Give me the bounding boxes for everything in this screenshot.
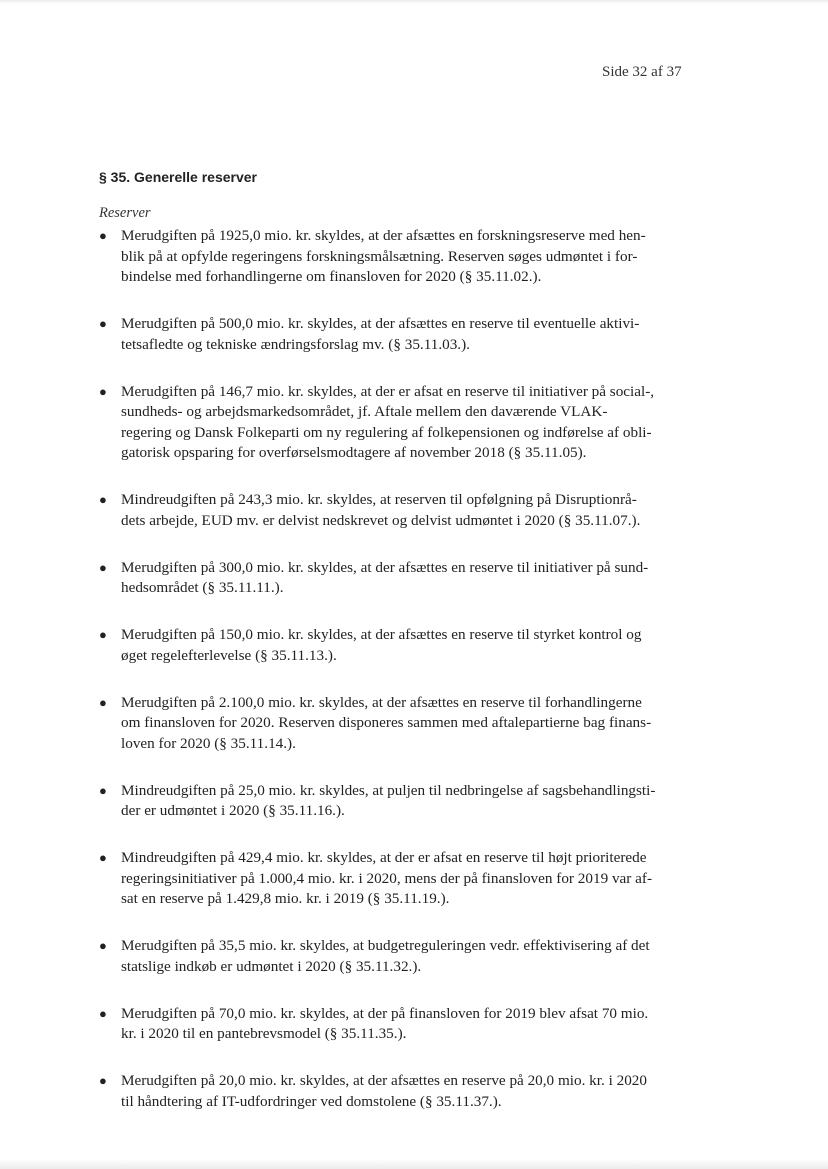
bullet-text: Mindreudgiften på 25,0 mio. kr. skyldes, at puljen til nedbringelse af sagsbehandlingsti- der er udmøntet i 2020 (§ 35.11.16.). (121, 781, 656, 819)
bullet-item (97, 490, 687, 531)
bullet-icon: ● (99, 559, 107, 575)
section-heading: § 35. Generelle reserver (99, 169, 258, 185)
bullet-text: Merudgiften på 20,0 mio. kr. skyldes, at der afsættes en reserve på 20,0 mio. kr. i 2020 til håndtering af IT-udfordringer ved domstolene (§ 35.11.37.). (121, 1072, 647, 1110)
bullet-icon: ● (99, 1073, 107, 1088)
bullet-text: Mindreudgiften på 429,4 mio. kr. skyldes, at der er afsat en reserve til højt prioriterede regeringsinitiativer på 1.000,4 mio. kr. i 2020, mens der på finansloven for 2019 var af- sat en reserve på 1.429,8 mio. kr. i 2019 (§ 35.11.19.). (121, 849, 653, 907)
bullet-icon: ● (99, 694, 107, 710)
bullet-icon: ● (99, 938, 107, 953)
bullet-item (97, 781, 687, 822)
bullet-text: Merudgiften på 70,0 mio. kr. skyldes, at der på finansloven for 2019 blev afsat 70 mio. kr. i 2020 til en pantebrevsmodel (§ 35.11.35.). (121, 1004, 649, 1042)
bullet-icon: ● (99, 627, 107, 642)
bullet-text: Mindreudgiften på 243,3 mio. kr. skyldes, at reserven til opfølgning på Disruptionrå- dets arbejde, EUD mv. er delvist nedskrevet og delvist udmøntet i 2020 (§ 35.11.07.). (121, 491, 641, 529)
bullet-text: Merudgiften på 35,5 mio. kr. skyldes, at budgetreguleringen vedr. effektivisering af det statslige indkøb er udmøntet i 2020 (§ 35.11.32.). (121, 937, 650, 975)
bullet-icon: ● (99, 492, 107, 507)
bullet-item (97, 382, 687, 464)
bullet-text: Merudgiften på 300,0 mio. kr. skyldes, at der afsættes en reserve til initiativer på sund- hedsområdet (§ 35.11.11.). (121, 558, 649, 596)
bullet-item (97, 625, 687, 666)
bullet-icon: ● (99, 782, 107, 798)
bullet-icon: ● (99, 316, 107, 331)
bullet-item (97, 314, 687, 355)
subheading: Reserver (99, 205, 151, 221)
bullet-list (97, 226, 687, 1139)
bullet-text: Merudgiften på 146,7 mio. kr. skyldes, at der er afsat en reserve til initiativer på social-, sundheds- og arbejdsmarkedsområdet, jf. Aftale mellem den daværende VLAK- regering og Dansk Folkeparti om ny regulering af folkepensionen og indførelse af obli- gatorisk opsparing for overførselsmodtagere af november 2018 (§ 35.11.05). (121, 382, 655, 461)
bullet-text: Merudgiften på 2.100,0 mio. kr. skyldes, at der afsættes en reserve til forhandlingerne om finansloven for 2020. Reserven disponeres sammen med aftalepartierne bag finans- loven for 2020 (§ 35.11.14.). (121, 693, 652, 752)
bullet-icon: ● (99, 850, 107, 865)
bullet-item (97, 848, 687, 910)
page-number: Side 32 af 37 (602, 64, 682, 80)
bullet-item (97, 693, 687, 755)
bullet-item (97, 936, 687, 977)
scan-edge-bottom (0, 1159, 828, 1169)
bullet-text: Merudgiften på 500,0 mio. kr. skyldes, at der afsættes en reserve til eventuelle aktivi- tetsafledte og tekniske ændringsforslag mv. (§ 35.11.03.). (121, 315, 640, 353)
bullet-text: Merudgiften på 1925,0 mio. kr. skyldes, at der afsættes en forskningsreserve med hen- blik på at opfylde regeringens forskningsmålsætning. Reserven søges udmøntet i for- bindelse med forhandlingerne om finansloven for 2020 (§ 35.11.02.). (121, 227, 646, 285)
bullet-item (97, 1004, 687, 1045)
bullet-item (97, 1071, 687, 1112)
bullet-text: Merudgiften på 150,0 mio. kr. skyldes, at der afsættes en reserve til styrket kontrol og øget regelefterlevelse (§ 35.11.13.). (121, 626, 642, 664)
bullet-item (97, 558, 687, 599)
bullet-item (97, 226, 687, 288)
bullet-icon: ● (99, 1005, 107, 1021)
bullet-icon: ● (99, 228, 107, 243)
bullet-icon: ● (99, 383, 107, 399)
scan-edge-top (0, 0, 828, 4)
